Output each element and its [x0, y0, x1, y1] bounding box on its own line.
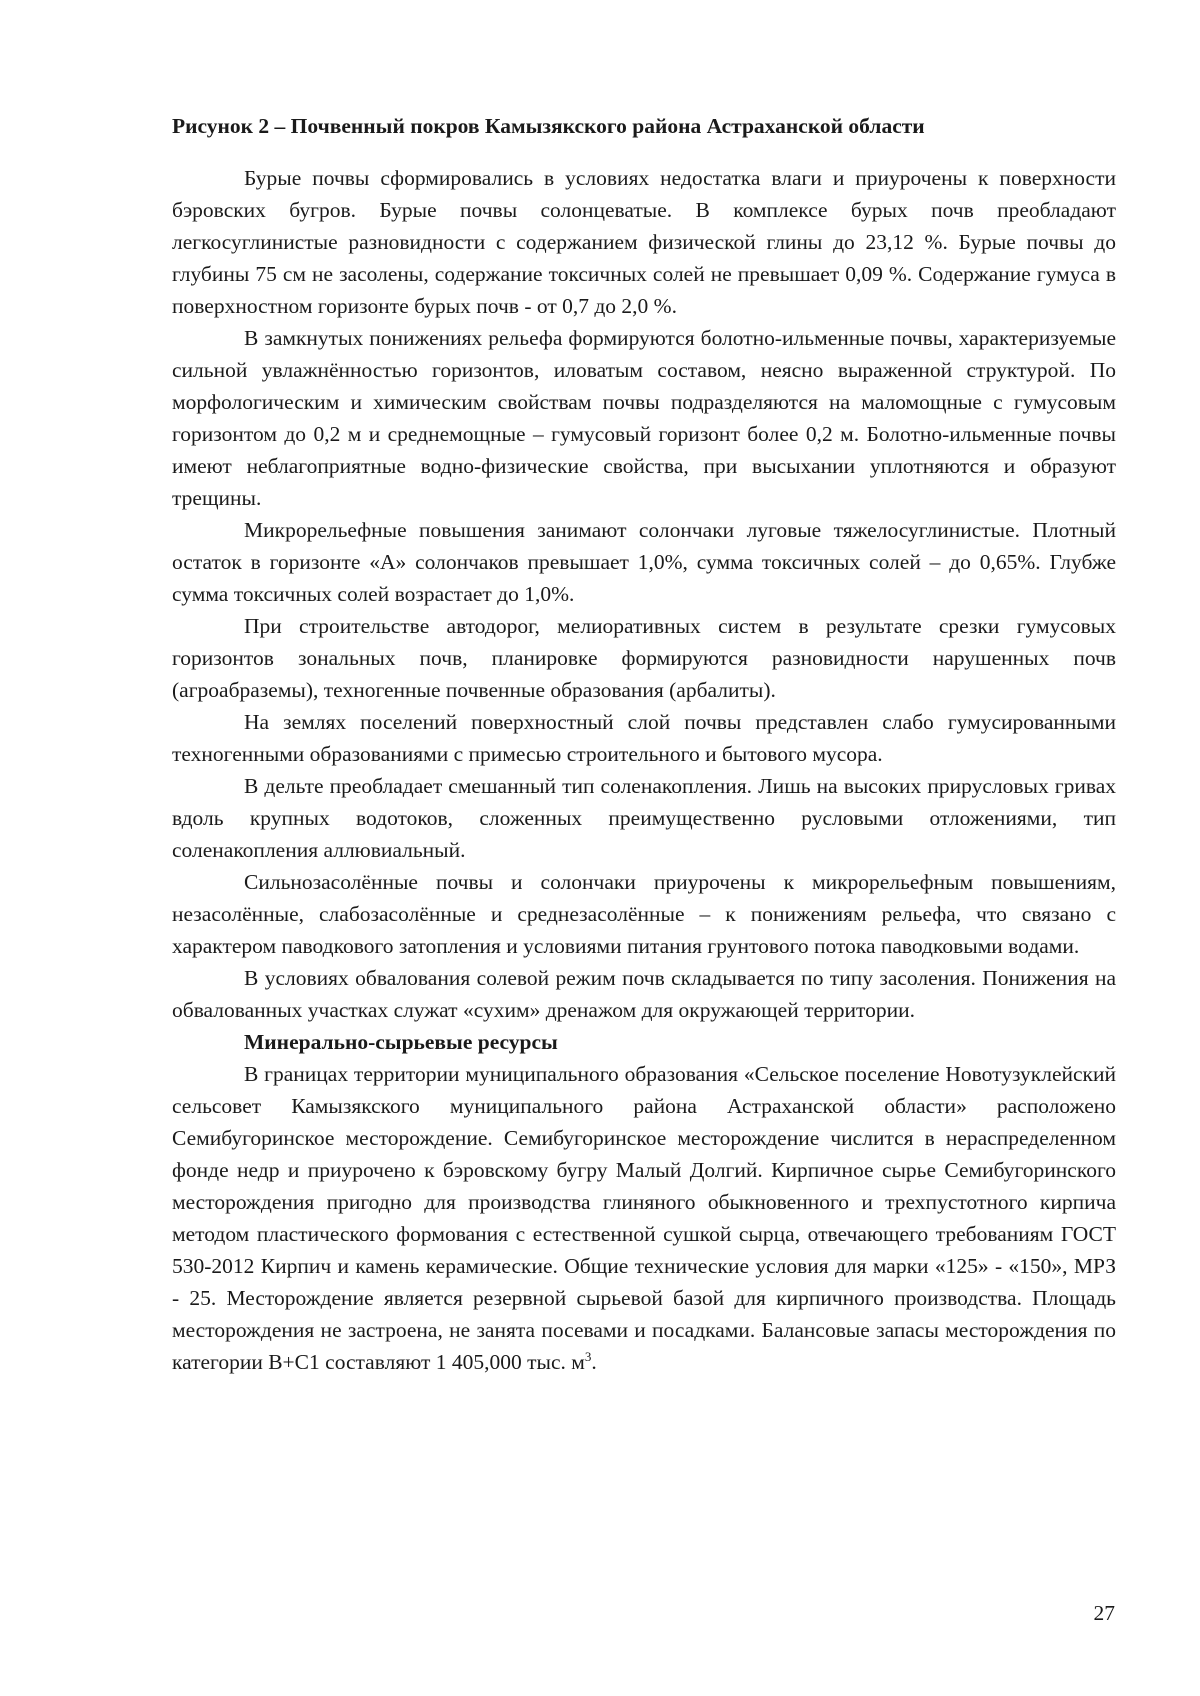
page-content [172, 110, 1116, 1378]
figure-caption: Рисунок 2 – Почвенный покров Камызякского района Астраханской области [172, 114, 925, 138]
paragraph-solonchaks: Микрорельефные повышения занимают солончаки луговые тяжелосуглинистые. Плотный остаток в горизонте «А» солончаков превышает 1,0%, сумма токсичных солей – до 0,65%. Глубже сумма токсичных солей возрастает до 1,0%. [172, 518, 1116, 606]
paragraph-disturbed-soils: При строительстве автодорог, мелиоративных систем в результате срезки гумусовых горизонтов зональных почв, планировке формируются разновидности нарушенных почв (агроабраземы), техногенные почвенные образования (арбалиты). [172, 614, 1116, 702]
paragraph-brown-soils: Бурые почвы сформировались в условиях недостатка влаги и приурочены к поверхности бэровских бугров. Бурые почвы солонцеватые. В комплексе бурых почв преобладают легкосуглинистые разновидности с содержанием физической глины до 23,12 %. Бурые почвы до глубины 75 см не засолены, содержание токсичных солей не превышает 0,09 %. Содержание гумуса в поверхностном горизонте бурых почв - от 0,7 до 2,0 %. [172, 166, 1116, 318]
mineral-resources-text: В границах территории муниципального образования «Сельское поселение Новотузуклейский сельсовет Камызякского муниципального района Астраханской области» расположено Семибугоринское месторождение. Семибугоринское месторождение числится в нераспределенном фонде недр и приурочено к бэровскому бугру Малый Долгий. Кирпичное сырье Семибугоринского месторождения пригодно для производства глиняного обыкновенного и трехпустотного кирпича методом пластического формования с естественной сушкой сырца, отвечающего требованиям ГОСТ 530-2012 Кирпич и камень керамические. Общие технические условия для марки «125» - «150», МРЗ - 25. Месторождение является резервной сырьевой базой для кирпичного производства. Площадь месторождения не застроена, не занята посевами и посадками. Балансовые запасы месторождения по категории В+С1 составляют 1 405,000 тыс. м [172, 1062, 1116, 1374]
paragraph-saline-soils: Сильнозасолённые почвы и солончаки приурочены к микрорельефным повышениям, незасолённые, слабозасолённые и среднезасолённые – к понижениям рельефа, что связано с характером паводкового затопления и условиями питания грунтового потока паводковыми водами. [172, 870, 1116, 958]
paragraph-bog-soils: В замкнутых понижениях рельефа формируются болотно-ильменные почвы, характеризуемые сильной увлажнённостью горизонтов, иловатым составом, неясно выраженной структурой. По морфологическим и химическим свойствам почвы подразделяются на маломощные с гумусовым горизонтом до 0,2 м и среднемощные – гумусовый горизонт более 0,2 м. Болотно-ильменные почвы имеют неблагоприятные водно-физические свойства, при высыхании уплотняются и образуют трещины. [172, 326, 1116, 510]
paragraph-embankment: В условиях обвалования солевой режим почв складывается по типу засоления. Понижения на обвалованных участках служат «сухим» дренажом для окружающей территории. [172, 966, 1116, 1022]
paragraph-mineral-resources [172, 1058, 1116, 1378]
cubic-superscript: 3 [584, 1348, 592, 1364]
paragraph-ending: . [591, 1350, 597, 1374]
paragraph-settlement-soils: На землях поселений поверхностный слой почвы представлен слабо гумусированными техногенными образованиями с примесью строительного и бытового мусора. [172, 710, 1116, 766]
page-number: 27 [1093, 1601, 1115, 1625]
paragraph-delta-salinization: В дельте преобладает смешанный тип соленакопления. Лишь на высоких прирусловых гривах вдоль крупных водотоков, сложенных преимущественно русловыми отложениями, тип соленакопления аллювиальный. [172, 774, 1116, 862]
section-heading: Минерально-сырьевые ресурсы [244, 1030, 558, 1054]
